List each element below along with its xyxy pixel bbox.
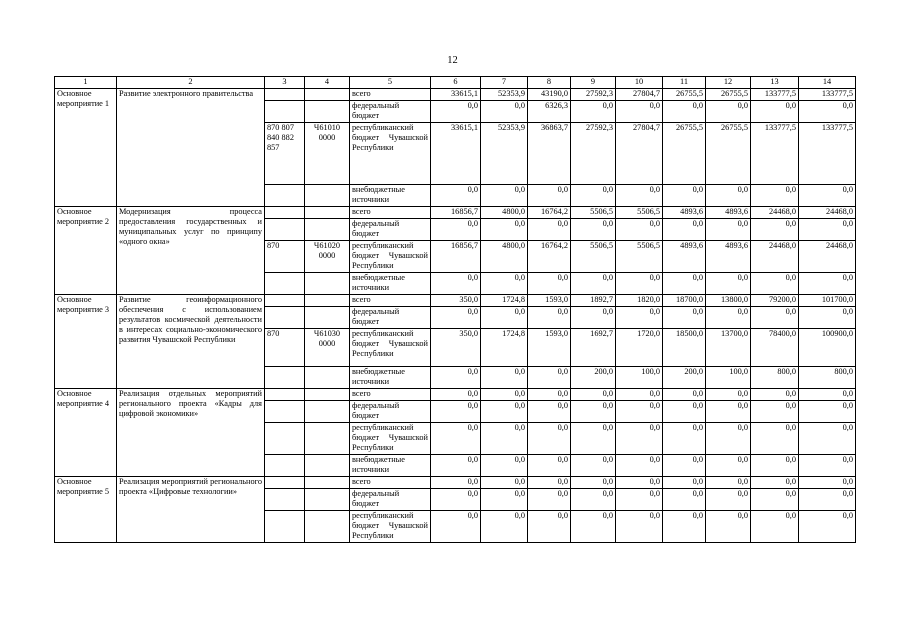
value-cell: 1692,7	[571, 329, 616, 367]
value-cell: 5506,5	[571, 241, 616, 273]
value-cell: 1724,8	[481, 295, 528, 307]
value-cell: 0,0	[528, 273, 571, 295]
csr-cell	[305, 511, 350, 543]
value-cell: 0,0	[616, 273, 663, 295]
header-cell: 1	[55, 77, 117, 89]
value-cell: 0,0	[663, 219, 706, 241]
csr-cell	[305, 307, 350, 329]
value-cell: 5506,5	[616, 241, 663, 273]
value-cell: 79200,0	[751, 295, 799, 307]
csr-cell	[305, 477, 350, 489]
value-cell: 5506,5	[616, 207, 663, 219]
csr-cell	[305, 101, 350, 123]
grbs-cell	[265, 423, 305, 455]
value-cell: 0,0	[528, 219, 571, 241]
header-cell: 2	[117, 77, 265, 89]
value-cell: 350,0	[431, 329, 481, 367]
value-cell: 0,0	[663, 185, 706, 207]
header-cell: 5	[350, 77, 431, 89]
value-cell: 0,0	[481, 367, 528, 389]
value-cell: 5506,5	[571, 207, 616, 219]
event-title-cell: Основное мероприятие 5	[55, 477, 117, 543]
funding-source-cell: внебюджетные источники	[350, 455, 431, 477]
value-cell: 24468,0	[751, 207, 799, 219]
value-cell: 0,0	[571, 389, 616, 401]
value-cell: 0,0	[663, 273, 706, 295]
value-cell: 16764,2	[528, 207, 571, 219]
event-title-cell: Основное мероприятие 2	[55, 207, 117, 295]
value-cell: 0,0	[751, 101, 799, 123]
value-cell: 0,0	[799, 401, 856, 423]
funding-source-cell: республиканский бюджет Чувашской Республики	[350, 123, 431, 185]
value-cell: 0,0	[481, 273, 528, 295]
table-row	[55, 295, 856, 307]
value-cell: 0,0	[571, 511, 616, 543]
value-cell: 0,0	[481, 477, 528, 489]
csr-cell: Ч61030 0000	[305, 329, 350, 367]
header-cell: 14	[799, 77, 856, 89]
value-cell: 0,0	[663, 511, 706, 543]
grbs-cell: 870 807 840 882 857	[265, 123, 305, 185]
value-cell: 27592,3	[571, 89, 616, 101]
event-title-cell: Основное мероприятие 1	[55, 89, 117, 207]
value-cell: 0,0	[616, 401, 663, 423]
funding-source-cell: всего	[350, 295, 431, 307]
value-cell: 0,0	[751, 273, 799, 295]
value-cell: 0,0	[751, 307, 799, 329]
csr-cell: Ч61020 0000	[305, 241, 350, 273]
value-cell: 0,0	[528, 367, 571, 389]
funding-source-cell: республиканский бюджет Чувашской Республики	[350, 329, 431, 367]
value-cell: 0,0	[571, 185, 616, 207]
value-cell: 0,0	[616, 389, 663, 401]
value-cell: 16856,7	[431, 241, 481, 273]
value-cell: 0,0	[481, 185, 528, 207]
event-title-cell: Основное мероприятие 3	[55, 295, 117, 389]
value-cell: 0,0	[431, 477, 481, 489]
value-cell: 0,0	[616, 477, 663, 489]
value-cell: 1593,0	[528, 329, 571, 367]
value-cell: 33615,1	[431, 89, 481, 101]
csr-cell	[305, 295, 350, 307]
grbs-cell	[265, 401, 305, 423]
value-cell: 0,0	[431, 273, 481, 295]
value-cell: 0,0	[431, 455, 481, 477]
value-cell: 0,0	[481, 511, 528, 543]
grbs-cell	[265, 185, 305, 207]
value-cell: 0,0	[571, 101, 616, 123]
value-cell: 1720,0	[616, 329, 663, 367]
value-cell: 0,0	[663, 455, 706, 477]
grbs-cell	[265, 455, 305, 477]
header-cell: 11	[663, 77, 706, 89]
value-cell: 0,0	[663, 401, 706, 423]
value-cell: 0,0	[799, 101, 856, 123]
header-cell: 13	[751, 77, 799, 89]
value-cell: 0,0	[706, 307, 751, 329]
csr-cell	[305, 273, 350, 295]
value-cell: 0,0	[431, 511, 481, 543]
value-cell: 0,0	[528, 477, 571, 489]
value-cell: 13800,0	[706, 295, 751, 307]
csr-cell	[305, 89, 350, 101]
grbs-cell	[265, 101, 305, 123]
value-cell: 0,0	[799, 185, 856, 207]
table-row	[55, 477, 856, 489]
value-cell: 78400,0	[751, 329, 799, 367]
header-cell: 6	[431, 77, 481, 89]
value-cell: 26755,5	[663, 89, 706, 101]
grbs-cell	[265, 207, 305, 219]
value-cell: 27804,7	[616, 123, 663, 185]
value-cell: 101700,0	[799, 295, 856, 307]
value-cell: 0,0	[616, 185, 663, 207]
event-name-cell: Развитие геоинформационного обеспечения с использованием результатов космической деятельности в интересах социально-экономического развития Чувашской Республики	[117, 295, 265, 389]
value-cell: 0,0	[481, 423, 528, 455]
event-name-cell: Модернизация процесса предоставления государственных и муниципальных услуг по принципу «одного окна»	[117, 207, 265, 295]
value-cell: 0,0	[571, 489, 616, 511]
value-cell: 0,0	[571, 423, 616, 455]
funding-source-cell: федеральный бюджет	[350, 219, 431, 241]
funding-source-cell: федеральный бюджет	[350, 307, 431, 329]
value-cell: 0,0	[431, 389, 481, 401]
header-cell: 12	[706, 77, 751, 89]
value-cell: 100,0	[616, 367, 663, 389]
value-cell: 0,0	[751, 511, 799, 543]
funding-source-cell: федеральный бюджет	[350, 401, 431, 423]
value-cell: 26755,5	[706, 123, 751, 185]
table-row	[55, 207, 856, 219]
grbs-cell	[265, 295, 305, 307]
value-cell: 0,0	[799, 219, 856, 241]
value-cell: 0,0	[616, 455, 663, 477]
value-cell: 0,0	[431, 185, 481, 207]
value-cell: 0,0	[431, 423, 481, 455]
grbs-cell	[265, 219, 305, 241]
csr-cell	[305, 185, 350, 207]
value-cell: 0,0	[663, 389, 706, 401]
value-cell: 24468,0	[751, 241, 799, 273]
value-cell: 0,0	[751, 401, 799, 423]
csr-cell	[305, 367, 350, 389]
value-cell: 0,0	[706, 401, 751, 423]
header-cell: 8	[528, 77, 571, 89]
value-cell: 0,0	[481, 401, 528, 423]
value-cell: 0,0	[616, 101, 663, 123]
value-cell: 0,0	[799, 489, 856, 511]
value-cell: 0,0	[571, 455, 616, 477]
event-name-cell: Реализация отдельных мероприятий регионального проекта «Кадры для цифровой экономики»	[117, 389, 265, 477]
value-cell: 0,0	[751, 423, 799, 455]
value-cell: 0,0	[528, 389, 571, 401]
value-cell: 52353,9	[481, 89, 528, 101]
grbs-cell	[265, 489, 305, 511]
value-cell: 200,0	[663, 367, 706, 389]
value-cell: 0,0	[431, 219, 481, 241]
funding-source-cell: внебюджетные источники	[350, 273, 431, 295]
value-cell: 0,0	[706, 489, 751, 511]
value-cell: 0,0	[751, 219, 799, 241]
value-cell: 0,0	[706, 455, 751, 477]
funding-source-cell: федеральный бюджет	[350, 489, 431, 511]
value-cell: 4893,6	[663, 241, 706, 273]
value-cell: 0,0	[706, 273, 751, 295]
grbs-cell	[265, 307, 305, 329]
budget-table	[54, 76, 856, 543]
value-cell: 800,0	[799, 367, 856, 389]
value-cell: 0,0	[431, 101, 481, 123]
value-cell: 1892,7	[571, 295, 616, 307]
funding-source-cell: республиканский бюджет Чувашской Республики	[350, 241, 431, 273]
value-cell: 1593,0	[528, 295, 571, 307]
value-cell: 0,0	[431, 367, 481, 389]
value-cell: 26755,5	[706, 89, 751, 101]
value-cell: 0,0	[706, 101, 751, 123]
grbs-cell	[265, 89, 305, 101]
value-cell: 0,0	[663, 477, 706, 489]
value-cell: 43190,0	[528, 89, 571, 101]
value-cell: 0,0	[799, 455, 856, 477]
value-cell: 0,0	[481, 489, 528, 511]
event-name-cell: Развитие электронного правительства	[117, 89, 265, 207]
value-cell: 0,0	[751, 389, 799, 401]
value-cell: 0,0	[799, 511, 856, 543]
value-cell: 0,0	[751, 477, 799, 489]
value-cell: 0,0	[799, 423, 856, 455]
value-cell: 0,0	[616, 307, 663, 329]
value-cell: 0,0	[431, 489, 481, 511]
table-row	[55, 89, 856, 101]
value-cell: 0,0	[528, 489, 571, 511]
funding-source-cell: всего	[350, 477, 431, 489]
value-cell: 0,0	[706, 511, 751, 543]
value-cell: 26755,5	[663, 123, 706, 185]
value-cell: 0,0	[481, 101, 528, 123]
value-cell: 0,0	[571, 401, 616, 423]
value-cell: 0,0	[571, 477, 616, 489]
value-cell: 0,0	[663, 423, 706, 455]
value-cell: 18500,0	[663, 329, 706, 367]
value-cell: 0,0	[616, 511, 663, 543]
funding-source-cell: республиканский бюджет Чувашской Республики	[350, 423, 431, 455]
value-cell: 0,0	[663, 101, 706, 123]
value-cell: 100,0	[706, 367, 751, 389]
value-cell: 133777,5	[751, 123, 799, 185]
funding-source-cell: всего	[350, 207, 431, 219]
grbs-cell	[265, 389, 305, 401]
value-cell: 0,0	[751, 455, 799, 477]
grbs-cell	[265, 367, 305, 389]
event-title-cell: Основное мероприятие 4	[55, 389, 117, 477]
funding-source-cell: федеральный бюджет	[350, 101, 431, 123]
funding-source-cell: республиканский бюджет Чувашской Республики	[350, 511, 431, 543]
event-name-cell: Реализация мероприятий регионального проекта «Цифровые технологии»	[117, 477, 265, 543]
value-cell: 0,0	[616, 423, 663, 455]
value-cell: 27592,3	[571, 123, 616, 185]
value-cell: 0,0	[706, 389, 751, 401]
value-cell: 0,0	[431, 401, 481, 423]
value-cell: 24468,0	[799, 207, 856, 219]
value-cell: 0,0	[706, 423, 751, 455]
value-cell: 4800,0	[481, 241, 528, 273]
value-cell: 18700,0	[663, 295, 706, 307]
csr-cell	[305, 219, 350, 241]
funding-source-cell: внебюджетные источники	[350, 185, 431, 207]
value-cell: 0,0	[481, 307, 528, 329]
value-cell: 0,0	[528, 423, 571, 455]
value-cell: 4893,6	[706, 207, 751, 219]
value-cell: 16856,7	[431, 207, 481, 219]
header-cell: 3	[265, 77, 305, 89]
funding-source-cell: всего	[350, 89, 431, 101]
table-row	[55, 389, 856, 401]
value-cell: 0,0	[431, 307, 481, 329]
value-cell: 0,0	[663, 489, 706, 511]
value-cell: 0,0	[663, 307, 706, 329]
value-cell: 0,0	[481, 389, 528, 401]
grbs-cell	[265, 273, 305, 295]
page-number: 12	[447, 55, 458, 66]
value-cell: 33615,1	[431, 123, 481, 185]
value-cell: 0,0	[481, 455, 528, 477]
value-cell: 52353,9	[481, 123, 528, 185]
csr-cell	[305, 489, 350, 511]
value-cell: 16764,2	[528, 241, 571, 273]
value-cell: 13700,0	[706, 329, 751, 367]
value-cell: 0,0	[706, 185, 751, 207]
header-cell: 7	[481, 77, 528, 89]
value-cell: 4800,0	[481, 207, 528, 219]
value-cell: 0,0	[528, 307, 571, 329]
value-cell: 4893,6	[663, 207, 706, 219]
value-cell: 0,0	[799, 273, 856, 295]
grbs-cell	[265, 477, 305, 489]
value-cell: 0,0	[481, 219, 528, 241]
header-cell: 4	[305, 77, 350, 89]
value-cell: 4893,6	[706, 241, 751, 273]
value-cell: 133777,5	[751, 89, 799, 101]
value-cell: 1820,0	[616, 295, 663, 307]
value-cell: 133777,5	[799, 89, 856, 101]
value-cell: 27804,7	[616, 89, 663, 101]
value-cell: 0,0	[616, 489, 663, 511]
header-cell: 10	[616, 77, 663, 89]
value-cell: 350,0	[431, 295, 481, 307]
value-cell: 200,0	[571, 367, 616, 389]
value-cell: 0,0	[528, 511, 571, 543]
csr-cell	[305, 455, 350, 477]
csr-cell: Ч61010 0000	[305, 123, 350, 185]
value-cell: 0,0	[571, 219, 616, 241]
value-cell: 0,0	[616, 219, 663, 241]
value-cell: 36863,7	[528, 123, 571, 185]
value-cell: 24468,0	[799, 241, 856, 273]
value-cell: 0,0	[706, 219, 751, 241]
value-cell: 0,0	[528, 455, 571, 477]
value-cell: 133777,5	[799, 123, 856, 185]
value-cell: 0,0	[706, 477, 751, 489]
header-cell: 9	[571, 77, 616, 89]
value-cell: 0,0	[799, 477, 856, 489]
value-cell: 0,0	[528, 185, 571, 207]
csr-cell	[305, 207, 350, 219]
funding-source-cell: внебюджетные источники	[350, 367, 431, 389]
grbs-cell	[265, 511, 305, 543]
value-cell: 0,0	[751, 185, 799, 207]
grbs-cell: 870	[265, 241, 305, 273]
value-cell: 0,0	[799, 307, 856, 329]
csr-cell	[305, 401, 350, 423]
value-cell: 1724,8	[481, 329, 528, 367]
value-cell: 6326,3	[528, 101, 571, 123]
value-cell: 0,0	[751, 489, 799, 511]
grbs-cell: 870	[265, 329, 305, 367]
value-cell: 0,0	[571, 273, 616, 295]
csr-cell	[305, 389, 350, 401]
value-cell: 800,0	[751, 367, 799, 389]
value-cell: 0,0	[528, 401, 571, 423]
csr-cell	[305, 423, 350, 455]
value-cell: 100900,0	[799, 329, 856, 367]
funding-source-cell: всего	[350, 389, 431, 401]
value-cell: 0,0	[571, 307, 616, 329]
value-cell: 0,0	[799, 389, 856, 401]
header-row	[55, 77, 856, 89]
